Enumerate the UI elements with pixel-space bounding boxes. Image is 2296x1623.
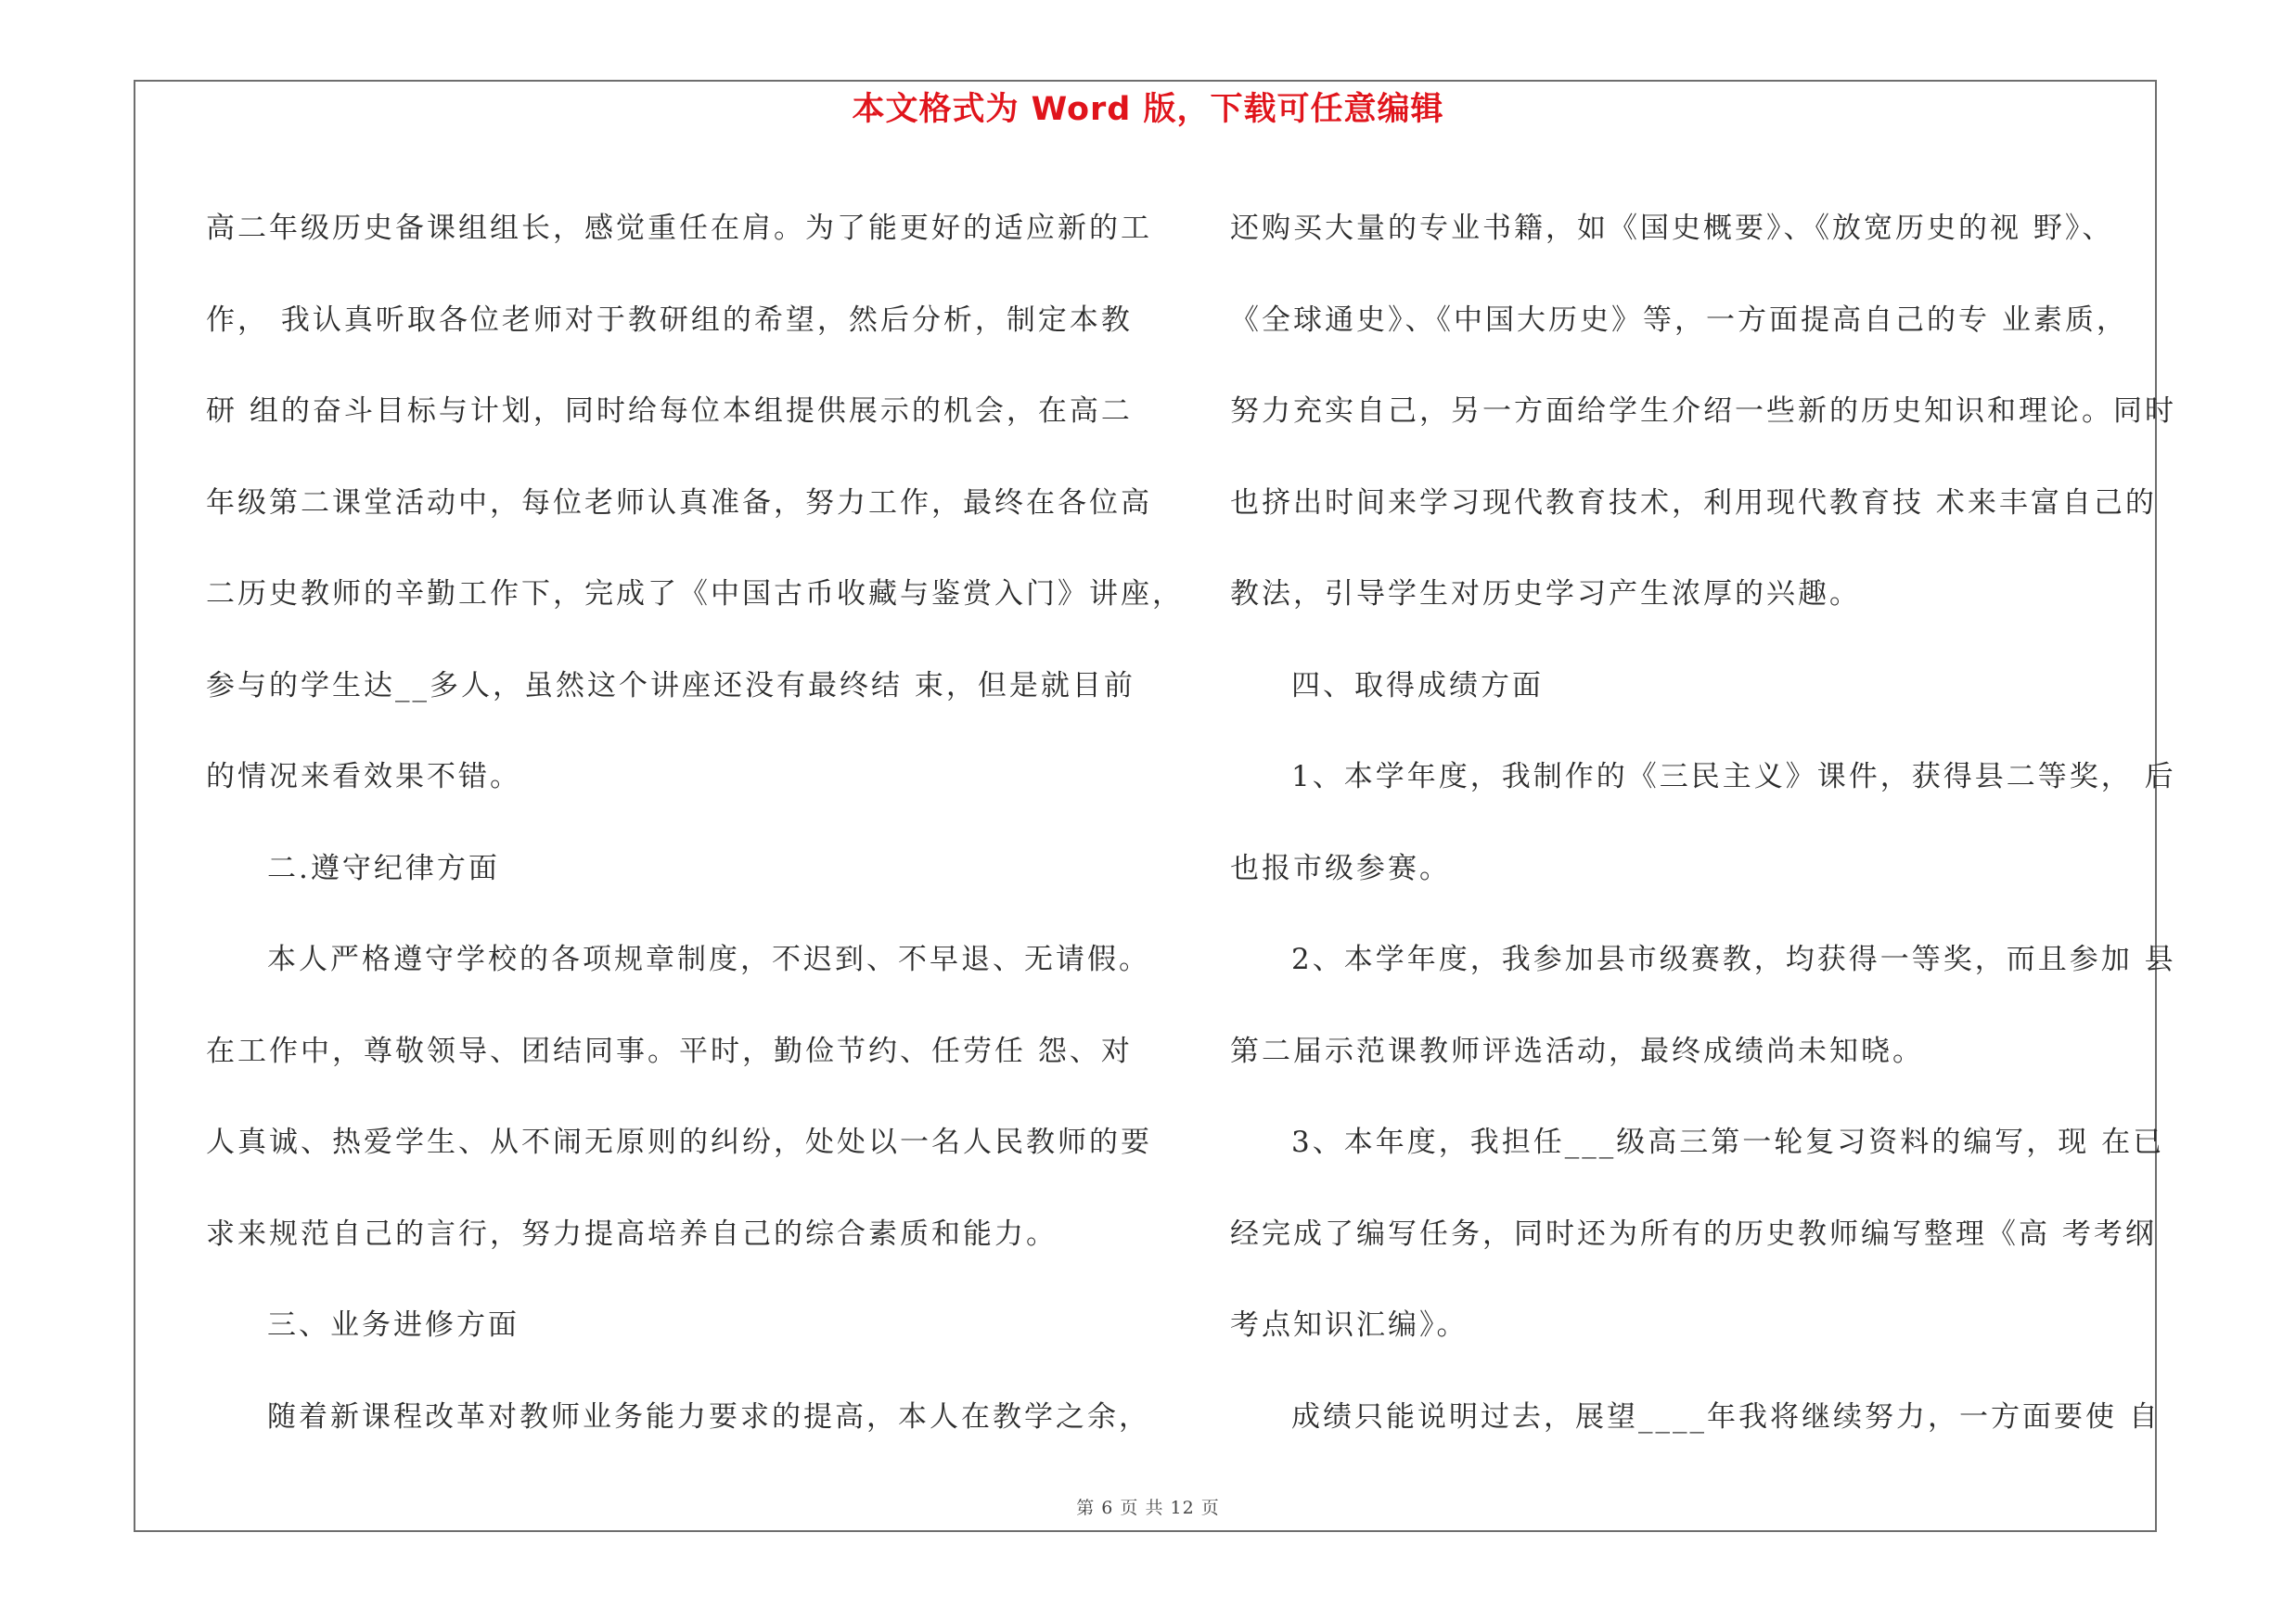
right-text-column [1230,183,2176,1462]
text-line: 经完成了编写任务，同时还为所有的历史教师编写整理《高 考考纲 [1230,1217,2157,1251]
text-line: 二历史教师的辛勤工作下，完成了《中国古币收藏与鉴赏入门》讲座， [206,577,1184,611]
text-line: 参与的学生达__多人，虽然这个讲座还没有最终结 束，但是就目前 [206,668,1135,702]
text-line: 求来规范自己的言行，努力提高培养自己的综合素质和能力。 [206,1217,1058,1251]
text-line: 年级第二课堂活动中，每位老师认真准备，努力工作，最终在各位高 [206,485,1152,520]
text-line: 第二届示范课教师评选活动，最终成绩尚未知晓。 [1230,1034,1924,1068]
text-line: 在工作中，尊敬领导、团结同事。平时，勤俭节约、任劳任 怨、对 [206,1034,1133,1068]
text-line: 2、本学年度，我参加县市级赛教，均获得一等奖，而且参加 县 [1291,943,2176,976]
text-line: 研 组的奋斗目标与计划，同时给每位本组提供展示的机会，在高二 [206,394,1133,428]
page-number-footer: 第 6 页 共 12 页 [1076,1498,1220,1518]
text-line: 四、取得成绩方面 [1291,668,1544,702]
text-line: 努力充实自己，另一方面给学生介绍一些新的历史知识和理论。同时 [1230,394,2176,428]
text-line: 本人严格遵守学校的各项规章制度，不迟到、不早退、无请假。 [267,943,1150,976]
text-line: 1、本学年度，我制作的《三民主义》课件，获得县二等奖， 后 [1291,760,2176,793]
format-notice-banner: 本文格式为 Word 版，下载可任意编辑 [852,91,1444,128]
text-line: 人真诚、热爱学生、从不闹无原则的纠纷，处处以一名人民教师的要 [206,1126,1152,1159]
text-line: 的情况来看效果不错。 [206,760,521,793]
text-line: 成绩只能说明过去，展望____年我将继续努力，一方面要使 自 [1291,1399,2161,1434]
text-line: 《全球通史》、《中国大历史》等，一方面提高自己的专 业素质， [1230,303,2128,337]
text-line: 也报市级参赛。 [1230,851,1451,885]
text-line: 考点知识汇编》。 [1230,1308,1469,1342]
text-line: 3、本年度，我担任___级高三第一轮复习资料的编写，现 在已 [1291,1126,2165,1159]
text-line: 作， 我认真听取各位老师对于教研组的希望，然后分析，制定本教 [206,303,1133,337]
text-line: 二.遵守纪律方面 [267,851,500,885]
text-line: 三、业务进修方面 [267,1308,519,1342]
text-line: 随着新课程改革对教师业务能力要求的提高，本人在教学之余， [267,1399,1150,1434]
text-line: 高二年级历史备课组组长，感觉重任在肩。为了能更好的适应新的工 [206,212,1152,245]
text-line: 还购买大量的专业书籍，如《国史概要》、《放宽历史的视 野》、 [1230,212,2114,245]
text-line: 也挤出时间来学习现代教育技术，利用现代教育技 术来丰富自己的 [1230,485,2157,520]
text-line: 教法，引导学生对历史学习产生浓厚的兴趣。 [1230,577,1861,611]
left-text-column [206,183,1184,1462]
